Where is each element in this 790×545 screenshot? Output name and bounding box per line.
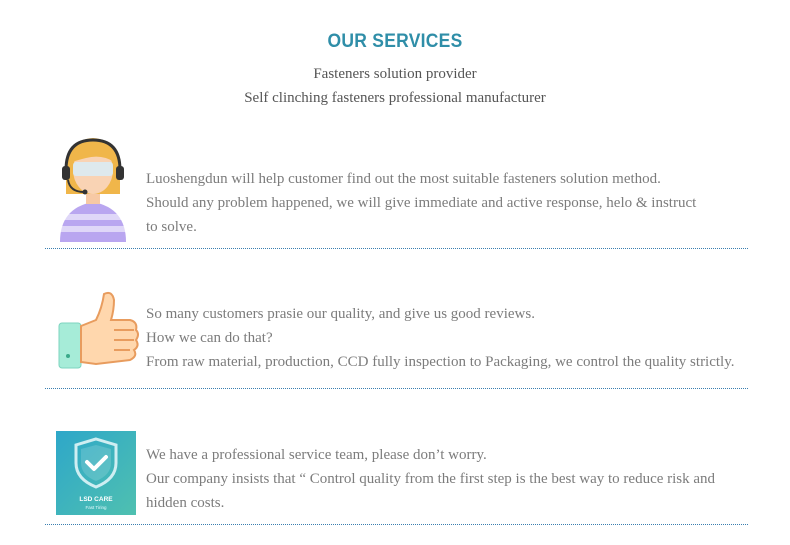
service-2-line-2: How we can do that? <box>146 330 273 346</box>
thumbs-up-icon <box>56 290 140 370</box>
service-1-line-2: Should any problem happened, we will give immediate and active response, helo & instruct <box>146 195 697 211</box>
service-1-line-3: to solve. <box>146 219 197 235</box>
service-1-divider <box>45 248 748 249</box>
shield-check-icon <box>56 431 136 515</box>
service-2-divider <box>45 388 748 389</box>
badge-title: LSD CARE <box>79 496 113 503</box>
service-3-line-2: Our company insists that “ Control quality from the first step is the best way to reduce risk and <box>146 471 716 487</box>
service-2-line-1: So many customers prasie our quality, and give us good reviews. <box>146 306 535 322</box>
badge-caption: Fast Tiring <box>85 505 107 510</box>
page-subtitle-2: Self clinching fasteners professional manufacturer <box>244 90 546 106</box>
service-2-line-3: From raw material, production, CCD fully inspection to Packaging, we control the quality strictly. <box>146 354 735 370</box>
service-3-divider <box>45 524 748 525</box>
page-title: OUR SERVICES <box>327 31 463 52</box>
service-2-text <box>146 302 735 374</box>
service-3-line-3: hidden costs. <box>146 495 225 511</box>
page-subtitle-1: Fasteners solution provider <box>313 66 477 82</box>
service-3-line-1: We have a professional service team, please don’t worry. <box>146 447 487 463</box>
customer-service-agent-icon <box>56 136 130 242</box>
service-1-text <box>146 167 696 239</box>
service-3-text <box>146 443 715 515</box>
service-1-line-1: Luoshengdun will help customer find out the most suitable fasteners solution method. <box>146 171 661 187</box>
